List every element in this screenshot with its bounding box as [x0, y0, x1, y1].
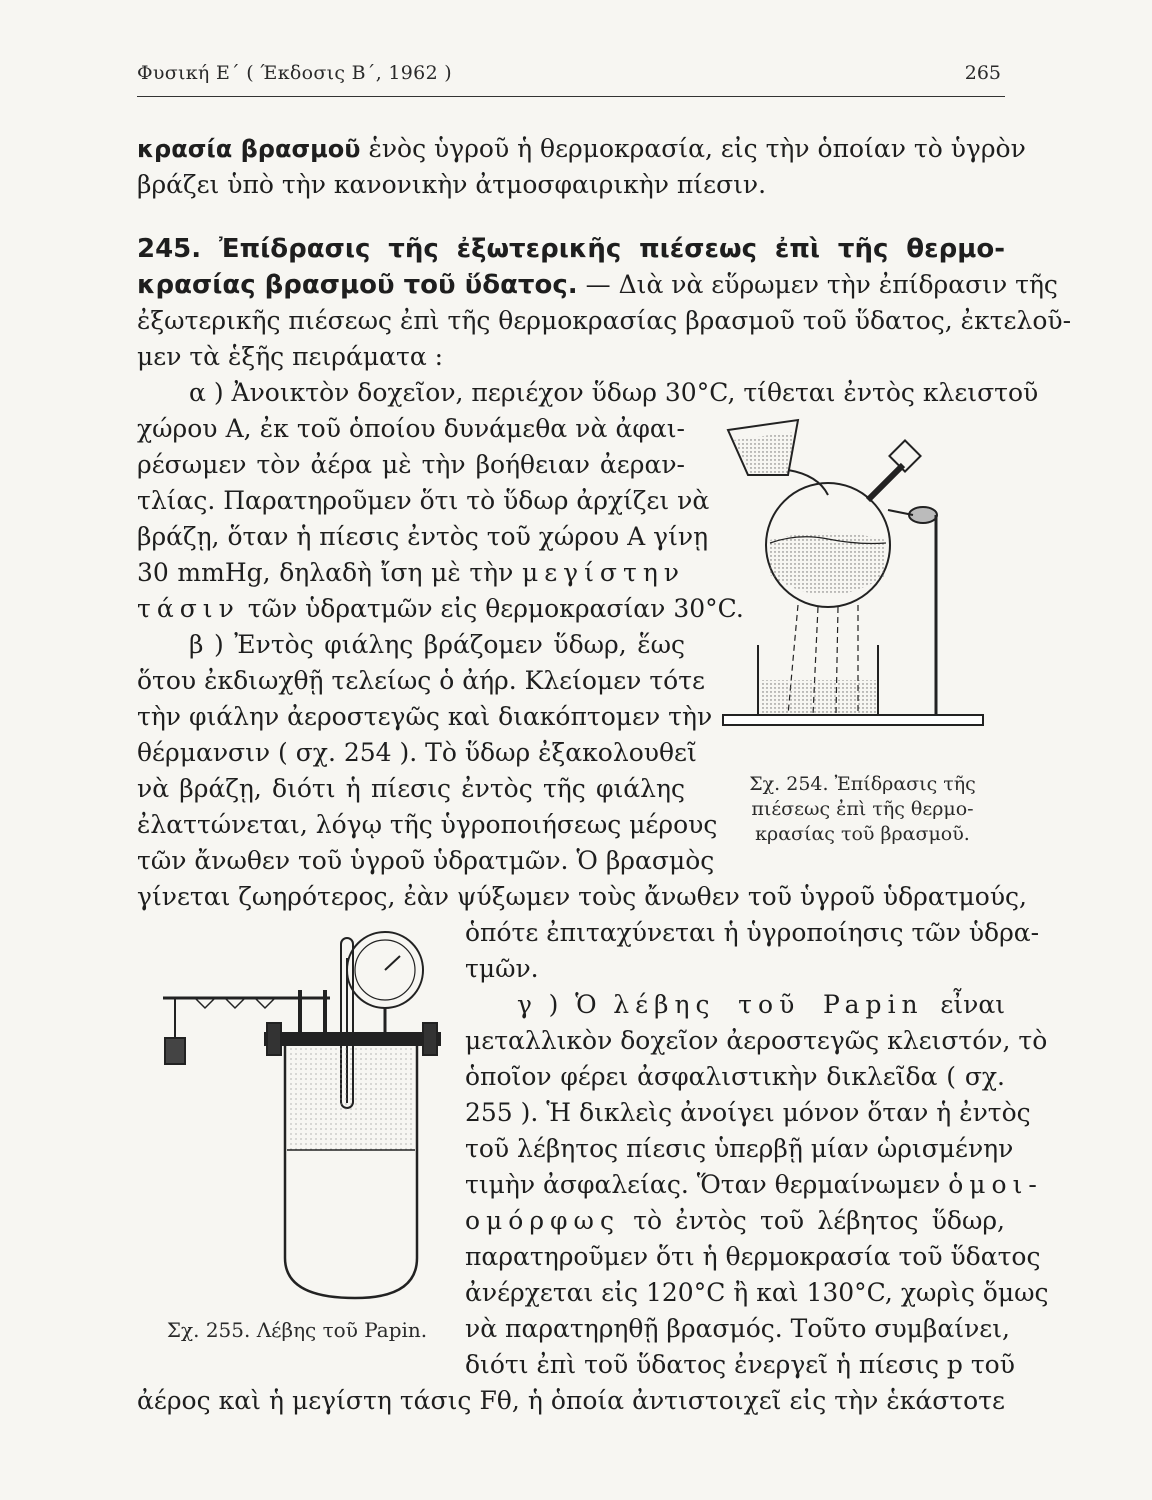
- para-a-line: τλίας. Παρατηροῦμεν ὅτι τὸ ὕδωρ ἀρχίζει νὰ: [137, 486, 710, 515]
- para-a-line: χώρου Α, ἐκ τοῦ ὁποίου δυνάμεθα νὰ ἀφαι-: [137, 414, 685, 443]
- page-number: 265: [964, 62, 1001, 84]
- body-line: ἀέρος καὶ ἡ μεγίστη τάσις Fθ, ἡ ὁποία ἀντιστοιχεῖ εἰς τὴν ἑκάστοτε: [137, 1386, 1005, 1415]
- para-b-line: θέρμανσιν ( σχ. 254 ). Τὸ ὕδωρ ἐξακολουθεῖ: [137, 738, 697, 767]
- para-a-line: τάσιν τῶν ὑδρατμῶν εἰς θερμοκρασίαν 30°C.: [137, 594, 744, 623]
- para-c-line: ὁποῖον φέρει ἀσφαλιστικὴν δικλεῖδα ( σχ.: [465, 1062, 1005, 1091]
- section-line: κρασίας βρασμοῦ τοῦ ὕδατος. — Διὰ νὰ εὕρωμεν τὴν ἐπίδρασιν τῆς: [137, 270, 1058, 300]
- section-line: ἐξωτερικῆς πιέσεως ἐπὶ τῆς θερμοκρασίας βρασμοῦ τοῦ ὕδατος, ἐκτελοῦ-: [137, 306, 1072, 335]
- intro-line: βράζει ὑπὸ τὴν κανονικὴν ἀτμοσφαιρικὴν πίεσιν.: [137, 170, 767, 199]
- para-c-line: ομόρφως τὸ ἐντὸς τοῦ λέβητος ὕδωρ,: [465, 1206, 1005, 1235]
- para-b-line: τῶν ἄνωθεν τοῦ ὑγροῦ ὑδρατμῶν. Ὁ βρασμὸς: [137, 846, 715, 875]
- para-c-line: 255 ). Ἡ δικλεὶς ἀνοίγει μόνον ὅταν ἡ ἐντὸς: [465, 1098, 1031, 1127]
- para-c-line: νὰ παρατηρηθῇ βρασμός. Τοῦτο συμβαίνει,: [465, 1314, 1010, 1343]
- section-heading: 245. Ἐπίδρασις τῆς ἐξωτερικῆς πιέσεως ἐπὶ τῆς θερμο-: [137, 234, 1005, 264]
- caption-line: πιέσεως ἐπὶ τῆς θερμο-: [751, 798, 974, 820]
- body-line: γίνεται ζωηρότερος, ἐὰν ψύξωμεν τοὺς ἄνωθεν τοῦ ὑγροῦ ὑδρατμούς,: [137, 882, 1027, 911]
- para-c-line: γ ) Ὁ λέβης τοῦ Papin εἶναι: [517, 990, 1005, 1019]
- caption-line: Σχ. 254. Ἐπίδρασις τῆς: [749, 773, 976, 795]
- para-a-line: ρέσωμεν τὸν ἀέρα μὲ τὴν βοήθειαν ἀεραν-: [137, 450, 685, 479]
- para-b-line: ὅτου ἐκδιωχθῇ τελείως ὁ ἀήρ. Κλείομεν τότε: [137, 666, 705, 695]
- para-c-line: τοῦ λέβητος πίεσις ὑπερβῇ μίαν ὡρισμένην: [465, 1134, 1014, 1163]
- para-a-line: 30 mmHg, δηλαδὴ ἴση μὲ τὴν μεγίστην: [137, 558, 685, 587]
- para-c-line: τμῶν.: [465, 954, 539, 983]
- para-c-line: διότι ἐπὶ τοῦ ὕδατος ἐνεργεῖ ἡ πίεσις p τοῦ: [465, 1350, 1015, 1379]
- para-a-line: βράζῃ, ὅταν ἡ πίεσις ἐντὸς τοῦ χώρου Α γίνῃ: [137, 522, 709, 551]
- header-title: Φυσική Ε΄ ( Έκδοσις Β΄, 1962 ): [137, 62, 453, 84]
- para-b-line: τὴν φιάλην ἀεροστεγῶς καὶ διακόπτομεν τὴν: [137, 702, 713, 731]
- para-b-line: ἐλαττώνεται, λόγῳ τῆς ὑγροποιήσεως μέρους: [137, 810, 718, 839]
- para-c-line: τιμὴν ἀσφαλείας. Ὅταν θερμαίνωμεν ὁμοι-: [465, 1170, 1043, 1199]
- para-c-line: παρατηροῦμεν ὅτι ἡ θερμοκρασία τοῦ ὕδατος: [465, 1242, 1041, 1271]
- figure-254-caption: [720, 772, 1005, 847]
- running-header: [137, 60, 1005, 97]
- para-c-line: μεταλλικὸν δοχεῖον ἀεροστεγῶς κλειστόν, τὸ: [465, 1026, 1048, 1055]
- para-c-line: ἀνέρχεται εἰς 120°C ἢ καὶ 130°C, χωρὶς ὅμως: [465, 1278, 1049, 1307]
- para-c-line: ὁπότε ἐπιταχύνεται ἡ ὑγροποίησις τῶν ὑδρα-: [465, 918, 1040, 947]
- figure-255-papin-boiler: [155, 928, 455, 1308]
- figure-254-flask: [718, 415, 1008, 735]
- para-a-start: α ) Ἀνοικτὸν δοχεῖον, περιέχον ὕδωρ 30°C, τίθεται ἐντὸς κλειστοῦ: [189, 378, 1039, 407]
- para-b-line: β ) Ἐντὸς φιάλης βράζομεν ὕδωρ, ἕως: [189, 630, 685, 659]
- caption-line: κρασίας τοῦ βρασμοῦ.: [755, 823, 970, 845]
- figure-255-caption: Σχ. 255. Λέβης τοῦ Papin.: [166, 1318, 428, 1342]
- intro-line: κρασία βρασμοῦ ἑνὸς ὑγροῦ ἡ θερμοκρασία, εἰς τὴν ὁποίαν τὸ ὑγρὸν: [137, 134, 1026, 163]
- section-line: μεν τὰ ἑξῆς πειράματα :: [137, 342, 444, 371]
- para-b-line: νὰ βράζῃ, διότι ἡ πίεσις ἐντὸς τῆς φιάλης: [137, 774, 685, 803]
